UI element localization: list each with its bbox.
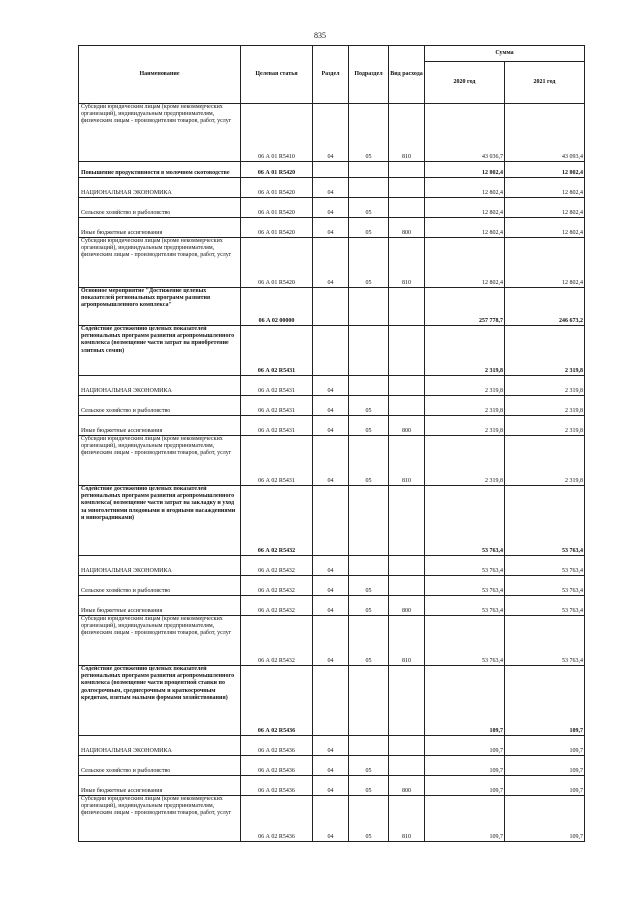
- cell-section: [313, 326, 349, 376]
- cell-name: НАЦИОНАЛЬНАЯ ЭКОНОМИКА: [79, 178, 241, 198]
- cell-target: 06 А 02 R5431: [241, 396, 313, 416]
- cell-name: Сельское хозяйство и рыболовство: [79, 198, 241, 218]
- cell-2021: 53 763,4: [505, 576, 585, 596]
- cell-2020: 53 763,4: [425, 616, 505, 666]
- cell-target: 06 А 01 R5420: [241, 218, 313, 238]
- cell-2020: 257 778,7: [425, 288, 505, 326]
- cell-expense-type: 810: [389, 616, 425, 666]
- cell-name: НАЦИОНАЛЬНАЯ ЭКОНОМИКА: [79, 736, 241, 756]
- cell-section: 04: [313, 218, 349, 238]
- cell-section: 04: [313, 596, 349, 616]
- cell-subsection: 05: [349, 756, 389, 776]
- table-row: [79, 198, 585, 218]
- header-2021: 2021 год: [505, 62, 585, 104]
- cell-section: 04: [313, 616, 349, 666]
- cell-target: 06 А 02 R5432: [241, 596, 313, 616]
- cell-expense-type: 810: [389, 796, 425, 842]
- cell-subsection: [349, 178, 389, 198]
- cell-subsection: [349, 162, 389, 178]
- cell-expense-type: 800: [389, 218, 425, 238]
- cell-2021: 109,7: [505, 736, 585, 756]
- cell-subsection: [349, 736, 389, 756]
- cell-subsection: [349, 666, 389, 736]
- table-row: [79, 556, 585, 576]
- table-body: [79, 104, 585, 842]
- page-number: 835: [314, 31, 326, 40]
- cell-2021: 109,7: [505, 796, 585, 842]
- cell-target: 06 А 02 R5436: [241, 666, 313, 736]
- cell-expense-type: [389, 376, 425, 396]
- table-row: [79, 616, 585, 666]
- cell-2021: 53 763,4: [505, 596, 585, 616]
- cell-section: [313, 288, 349, 326]
- cell-target: 06 А 02 R5432: [241, 556, 313, 576]
- cell-section: [313, 486, 349, 556]
- header-2020: 2020 год: [425, 62, 505, 104]
- cell-2021: 53 763,4: [505, 556, 585, 576]
- cell-2021: 2 319,8: [505, 326, 585, 376]
- cell-2021: 43 093,4: [505, 104, 585, 162]
- cell-subsection: 05: [349, 218, 389, 238]
- cell-section: 04: [313, 556, 349, 576]
- cell-expense-type: 800: [389, 596, 425, 616]
- cell-2020: 2 319,8: [425, 416, 505, 436]
- cell-expense-type: 810: [389, 436, 425, 486]
- cell-expense-type: [389, 178, 425, 198]
- cell-section: 04: [313, 576, 349, 596]
- cell-2021: 109,7: [505, 776, 585, 796]
- cell-name: Иные бюджетные ассигнования: [79, 596, 241, 616]
- cell-name: Иные бюджетные ассигнования: [79, 776, 241, 796]
- cell-2021: 12 802,4: [505, 218, 585, 238]
- cell-target: 06 А 02 R5431: [241, 376, 313, 396]
- cell-2020: 12 802,4: [425, 198, 505, 218]
- cell-2021: 2 319,8: [505, 376, 585, 396]
- cell-name: Сельское хозяйство и рыболовство: [79, 756, 241, 776]
- cell-2021: 12 802,4: [505, 238, 585, 288]
- table-row: [79, 376, 585, 396]
- cell-2020: 109,7: [425, 776, 505, 796]
- cell-2020: 2 319,8: [425, 436, 505, 486]
- cell-section: 04: [313, 776, 349, 796]
- table-row: [79, 416, 585, 436]
- cell-subsection: [349, 288, 389, 326]
- cell-2020: 53 763,4: [425, 596, 505, 616]
- cell-name: Сельское хозяйство и рыболовство: [79, 396, 241, 416]
- cell-subsection: 05: [349, 104, 389, 162]
- cell-target: 06 А 01 R5410: [241, 104, 313, 162]
- cell-expense-type: 800: [389, 416, 425, 436]
- cell-subsection: 05: [349, 776, 389, 796]
- cell-subsection: [349, 376, 389, 396]
- table-row: [79, 104, 585, 162]
- cell-subsection: 05: [349, 396, 389, 416]
- cell-name: НАЦИОНАЛЬНАЯ ЭКОНОМИКА: [79, 556, 241, 576]
- cell-name: Субсидии юридическим лицам (кроме некоммерческих организаций), индивидуальным предпринимателям, физическим лицам - производителям товаров, работ, услуг: [79, 616, 241, 666]
- cell-name: Субсидии юридическим лицам (кроме некоммерческих организаций), индивидуальным предпринимателям, физическим лицам - производителям товаров, работ, услуг: [79, 436, 241, 486]
- table-row: [79, 576, 585, 596]
- cell-target: 06 А 01 R5420: [241, 162, 313, 178]
- cell-section: 04: [313, 416, 349, 436]
- cell-2021: 12 802,4: [505, 162, 585, 178]
- cell-subsection: 05: [349, 198, 389, 218]
- cell-section: 04: [313, 104, 349, 162]
- cell-2021: 109,7: [505, 666, 585, 736]
- cell-expense-type: [389, 486, 425, 556]
- cell-section: 04: [313, 238, 349, 288]
- cell-subsection: 05: [349, 416, 389, 436]
- cell-expense-type: 800: [389, 776, 425, 796]
- cell-target: 06 А 02 R5431: [241, 416, 313, 436]
- table-row: [79, 736, 585, 756]
- cell-name: Повышение продуктивности в молочном скотоводстве: [79, 162, 241, 178]
- cell-section: 04: [313, 436, 349, 486]
- header-expense-type: Вид расхода: [389, 46, 425, 104]
- cell-section: 04: [313, 198, 349, 218]
- cell-2021: 246 673,2: [505, 288, 585, 326]
- cell-expense-type: [389, 396, 425, 416]
- cell-2021: 2 319,8: [505, 416, 585, 436]
- cell-name: Субсидии юридическим лицам (кроме некоммерческих организаций), индивидуальным предпринимателям, физическим лицам - производителям товаров, работ, услуг: [79, 104, 241, 162]
- cell-section: 04: [313, 756, 349, 776]
- cell-target: 06 А 02 R5431: [241, 436, 313, 486]
- table-row: [79, 776, 585, 796]
- cell-2020: 43 036,7: [425, 104, 505, 162]
- cell-2020: 12 802,4: [425, 238, 505, 288]
- table-row: [79, 178, 585, 198]
- cell-target: 06 А 02 R5436: [241, 796, 313, 842]
- cell-2020: 53 763,4: [425, 486, 505, 556]
- cell-section: 04: [313, 796, 349, 842]
- cell-2021: 12 802,4: [505, 178, 585, 198]
- cell-name: Содействие достижению целевых показателей региональных программ развития агропромышленного комплекса (возмещение части затрат на приобретение элитных семян): [79, 326, 241, 376]
- table-row: [79, 436, 585, 486]
- cell-2020: 2 319,8: [425, 326, 505, 376]
- table-row: [79, 288, 585, 326]
- table-row: [79, 218, 585, 238]
- cell-target: 06 А 02 R5436: [241, 756, 313, 776]
- cell-2021: 12 802,4: [505, 198, 585, 218]
- cell-section: 04: [313, 376, 349, 396]
- cell-expense-type: [389, 756, 425, 776]
- cell-section: [313, 666, 349, 736]
- cell-2020: 2 319,8: [425, 376, 505, 396]
- cell-subsection: 05: [349, 576, 389, 596]
- cell-expense-type: [389, 736, 425, 756]
- table-row: [79, 162, 585, 178]
- table-row: [79, 326, 585, 376]
- cell-section: [313, 162, 349, 178]
- cell-2020: 12 802,4: [425, 178, 505, 198]
- cell-name: Основное мероприятие "Достижение целевых показателей региональных программ развития агропромышленного комплекса": [79, 288, 241, 326]
- cell-target: 06 А 01 R5420: [241, 178, 313, 198]
- header-subsection: Подраздел: [349, 46, 389, 104]
- cell-target: 06 А 02 R5432: [241, 616, 313, 666]
- cell-section: 04: [313, 178, 349, 198]
- cell-name: Субсидии юридическим лицам (кроме некоммерческих организаций), индивидуальным предпринимателям, физическим лицам - производителям товаров, работ, услуг: [79, 796, 241, 842]
- table-row: [79, 666, 585, 736]
- cell-expense-type: [389, 556, 425, 576]
- cell-2021: 2 319,8: [505, 396, 585, 416]
- cell-target: 06 А 02 R5432: [241, 486, 313, 556]
- cell-subsection: 05: [349, 616, 389, 666]
- cell-2020: 12 802,4: [425, 218, 505, 238]
- cell-target: 06 А 02 R5432: [241, 576, 313, 596]
- cell-expense-type: [389, 576, 425, 596]
- cell-2020: 109,7: [425, 756, 505, 776]
- cell-subsection: 05: [349, 796, 389, 842]
- cell-expense-type: 810: [389, 104, 425, 162]
- cell-2021: 53 763,4: [505, 486, 585, 556]
- cell-subsection: [349, 556, 389, 576]
- cell-section: 04: [313, 736, 349, 756]
- cell-expense-type: 810: [389, 238, 425, 288]
- cell-2020: 109,7: [425, 666, 505, 736]
- cell-expense-type: [389, 162, 425, 178]
- cell-2020: 53 763,4: [425, 576, 505, 596]
- cell-2021: 53 763,4: [505, 616, 585, 666]
- cell-target: 06 А 01 R5420: [241, 238, 313, 288]
- table-row: [79, 596, 585, 616]
- cell-name: Сельское хозяйство и рыболовство: [79, 576, 241, 596]
- cell-2021: 109,7: [505, 756, 585, 776]
- header-section: Раздел: [313, 46, 349, 104]
- cell-section: 04: [313, 396, 349, 416]
- table-row: [79, 486, 585, 556]
- cell-2020: 2 319,8: [425, 396, 505, 416]
- header-name: Наименование: [79, 46, 241, 104]
- cell-expense-type: [389, 288, 425, 326]
- cell-name: Субсидии юридическим лицам (кроме некоммерческих организаций), индивидуальным предпринимателям, физическим лицам - производителям товаров, работ, услуг: [79, 238, 241, 288]
- cell-subsection: 05: [349, 238, 389, 288]
- cell-subsection: 05: [349, 596, 389, 616]
- cell-2020: 12 802,4: [425, 162, 505, 178]
- budget-table: [78, 45, 585, 842]
- cell-2020: 53 763,4: [425, 556, 505, 576]
- cell-expense-type: [389, 198, 425, 218]
- cell-subsection: 05: [349, 436, 389, 486]
- table-row: [79, 796, 585, 842]
- cell-name: Содействие достижению целевых показателей региональных программ развития агропромышленного комплекса( возмещение части затрат на закладку и уход за многолетними плодовыми и ягодными насаждениями и виноградниками): [79, 486, 241, 556]
- cell-subsection: [349, 486, 389, 556]
- cell-target: 06 А 02 00000: [241, 288, 313, 326]
- cell-subsection: [349, 326, 389, 376]
- cell-name: Иные бюджетные ассигнования: [79, 416, 241, 436]
- cell-2021: 2 319,8: [505, 436, 585, 486]
- cell-name: Содействие достижению целевых показателей региональных программ развития агропромышленного комплекса (возмещение части процентной ставки по долгосрочным, среднесрочным и краткосрочным кредитам, взятым малыми формами хозяйствования): [79, 666, 241, 736]
- cell-expense-type: [389, 326, 425, 376]
- cell-name: НАЦИОНАЛЬНАЯ ЭКОНОМИКА: [79, 376, 241, 396]
- cell-target: 06 А 02 R5436: [241, 776, 313, 796]
- header-target: Целевая статья: [241, 46, 313, 104]
- cell-2020: 109,7: [425, 796, 505, 842]
- table-row: [79, 756, 585, 776]
- cell-2020: 109,7: [425, 736, 505, 756]
- cell-target: 06 А 02 R5436: [241, 736, 313, 756]
- cell-expense-type: [389, 666, 425, 736]
- cell-target: 06 А 02 R5431: [241, 326, 313, 376]
- cell-name: Иные бюджетные ассигнования: [79, 218, 241, 238]
- cell-target: 06 А 01 R5420: [241, 198, 313, 218]
- table-row: [79, 238, 585, 288]
- table-row: [79, 396, 585, 416]
- header-sum: Сумма: [425, 46, 585, 62]
